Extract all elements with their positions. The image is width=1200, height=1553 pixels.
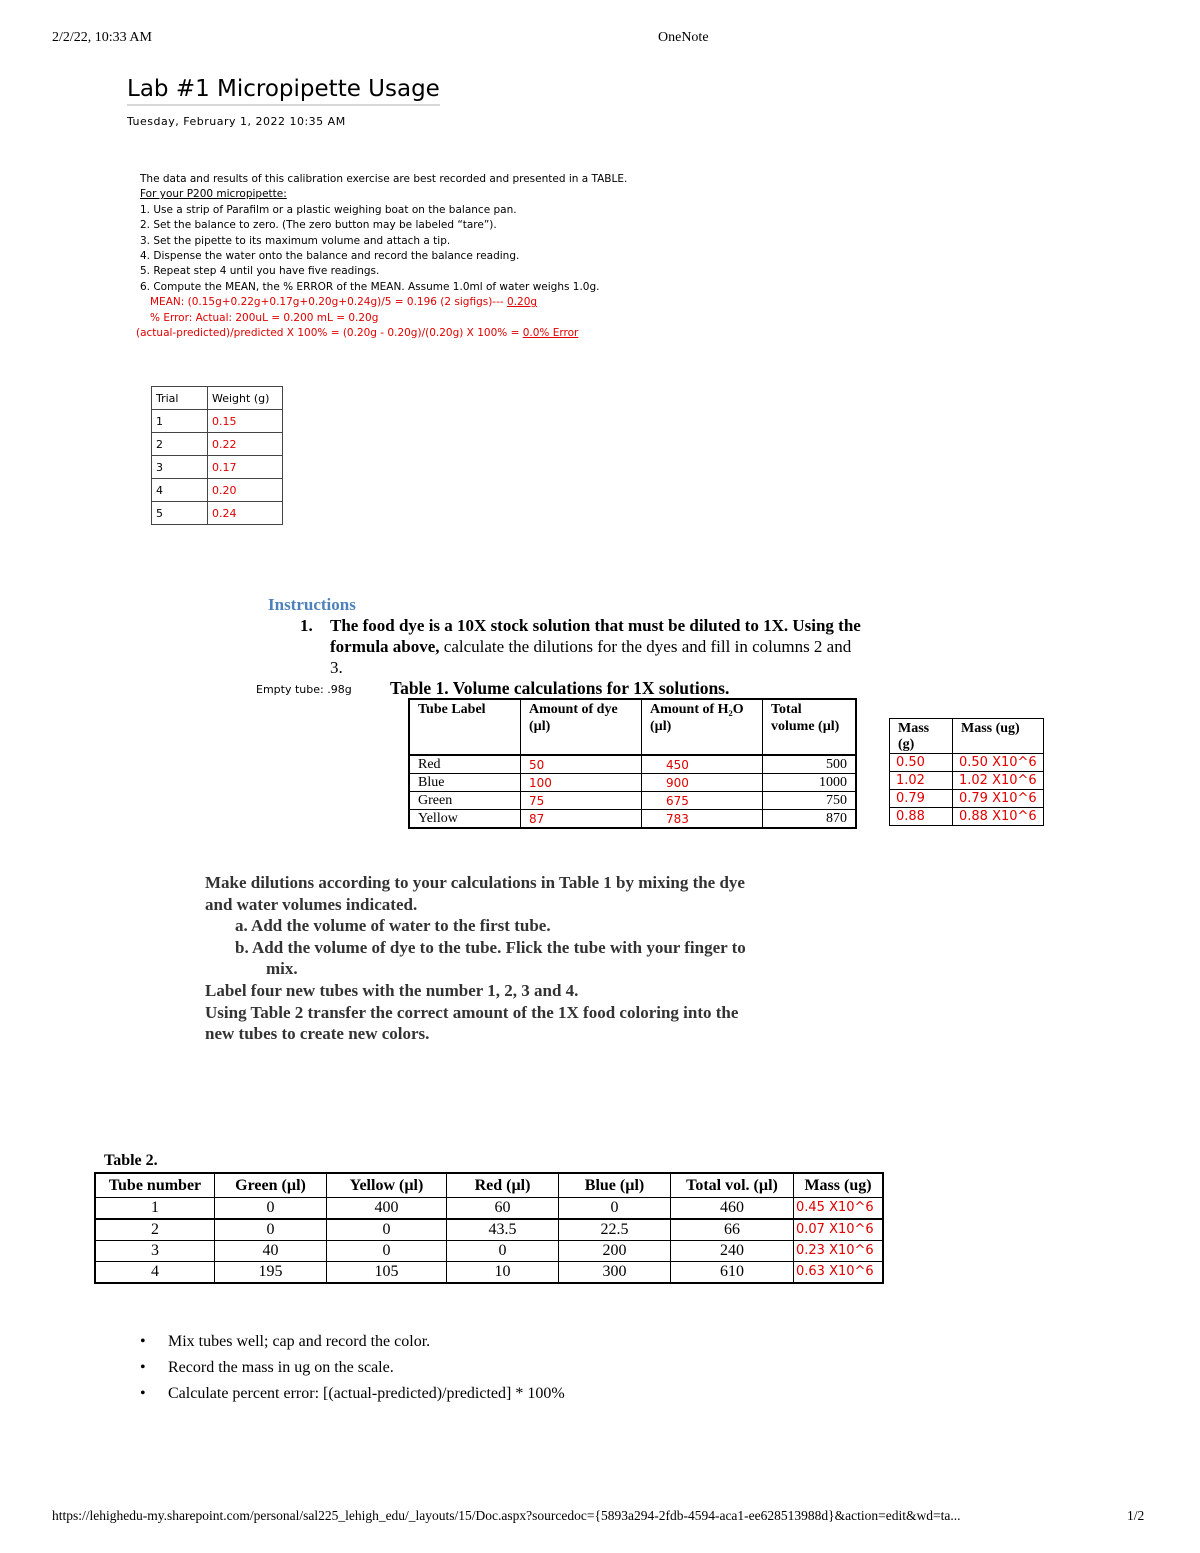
table-header: Total volume (µl) <box>763 699 857 755</box>
table-header: Amount of dye (µl) <box>521 699 642 755</box>
table-row <box>95 1198 883 1220</box>
blue-volume: 300 <box>559 1262 671 1284</box>
mass-grams: 0.50 <box>890 754 953 772</box>
page-title: Lab #1 Micropipette Usage <box>127 76 440 106</box>
water-amount: 900 <box>642 774 763 792</box>
table-row <box>152 502 283 525</box>
list-item-text: Record the mass in ug on the scale. <box>168 1359 394 1376</box>
mass-micrograms: 1.02 X10^6 <box>953 772 1044 790</box>
mass-grams: 1.02 <box>890 772 953 790</box>
table-row <box>890 808 1044 826</box>
bullet-list <box>140 1329 565 1407</box>
table-row <box>890 754 1044 772</box>
table-header: Yellow (µl) <box>327 1173 447 1198</box>
red-volume: 60 <box>447 1198 559 1220</box>
error-formula: (actual-predicted)/predicted X 100% = (0.20g - 0.20g)/(0.20g) X 100% = <box>136 327 523 340</box>
instruction-number: 1. <box>300 616 313 635</box>
instruction-text: 3. <box>330 658 343 677</box>
green-volume: 195 <box>215 1262 327 1284</box>
table-header: Total vol. (µl) <box>671 1173 794 1198</box>
paragraph-line: and water volumes indicated. <box>205 894 418 914</box>
trial-weight: 0.17 <box>208 456 283 479</box>
yellow-volume: 105 <box>327 1262 447 1284</box>
print-datetime: 2/2/22, 10:33 AM <box>52 30 152 45</box>
substep-b-cont: mix. <box>266 959 298 979</box>
list-item-text: Calculate percent error: [(actual-predicted)/predicted] * 100% <box>168 1385 565 1402</box>
bullet-icon: • <box>140 1333 146 1350</box>
table-header: Mass (g) <box>890 719 953 754</box>
dye-amount: 75 <box>521 792 642 810</box>
list-item <box>140 1329 565 1355</box>
tube-label: Red <box>409 755 521 774</box>
tube-number: 1 <box>95 1198 215 1220</box>
mean-result: 0.20g <box>507 296 538 309</box>
red-volume: 43.5 <box>447 1219 559 1241</box>
footer-page-number: 1/2 <box>1127 1508 1145 1523</box>
dilution-instructions <box>205 872 746 1045</box>
trial-weight: 0.15 <box>208 410 283 433</box>
step-item: 1. Use a strip of Parafilm or a plastic weighing boat on the balance pan. <box>140 203 517 216</box>
tube-label: Blue <box>409 774 521 792</box>
table2-caption: Table 2. <box>104 1152 158 1169</box>
table1 <box>408 698 857 829</box>
water-amount: 783 <box>642 810 763 829</box>
step-item: 3. Set the pipette to its maximum volume and attach a tip. <box>140 234 451 247</box>
tube-label: Yellow <box>409 810 521 829</box>
blue-volume: 22.5 <box>559 1219 671 1241</box>
mass-value: 0.63 X10^6 <box>794 1262 884 1284</box>
table-header: Weight (g) <box>208 387 283 410</box>
tube-number: 2 <box>95 1219 215 1241</box>
table-header-row <box>95 1173 883 1198</box>
red-volume: 10 <box>447 1262 559 1284</box>
table-row <box>409 755 856 774</box>
mass-grams: 0.88 <box>890 808 953 826</box>
water-amount: 450 <box>642 755 763 774</box>
table1-caption: Table 1. Volume calculations for 1X solutions. <box>390 678 730 698</box>
paragraph-line: new tubes to create new colors. <box>205 1024 430 1044</box>
table-row <box>409 792 856 810</box>
tube-number: 4 <box>95 1262 215 1284</box>
mass-value: 0.45 X10^6 <box>794 1198 884 1220</box>
trial-number: 2 <box>152 433 208 456</box>
mass-micrograms: 0.79 X10^6 <box>953 790 1044 808</box>
total-volume: 460 <box>671 1198 794 1220</box>
total-volume: 610 <box>671 1262 794 1284</box>
green-volume: 0 <box>215 1198 327 1220</box>
trial-weight: 0.22 <box>208 433 283 456</box>
mean-formula: MEAN: (0.15g+0.22g+0.17g+0.20g+0.24g)/5 = 0.196 (2 sigfigs)--- <box>150 296 508 309</box>
mass-value: 0.23 X10^6 <box>794 1241 884 1262</box>
list-item <box>140 1355 565 1381</box>
trial-weight: 0.24 <box>208 502 283 525</box>
red-volume: 0 <box>447 1241 559 1262</box>
error-calculation <box>136 326 627 341</box>
yellow-volume: 0 <box>327 1241 447 1262</box>
table-header: Blue (µl) <box>559 1173 671 1198</box>
dye-amount: 50 <box>521 755 642 774</box>
step-item: 5. Repeat step 4 until you have five readings. <box>140 265 380 278</box>
trial-number: 4 <box>152 479 208 502</box>
total-volume: 1000 <box>763 774 857 792</box>
total-volume: 240 <box>671 1241 794 1262</box>
paragraph-line: Using Table 2 transfer the correct amount of the 1X food coloring into the <box>205 1002 739 1022</box>
blue-volume: 200 <box>559 1241 671 1262</box>
total-volume: 500 <box>763 755 857 774</box>
table-header-row <box>152 387 283 410</box>
table-row <box>890 772 1044 790</box>
tube-number: 3 <box>95 1241 215 1262</box>
mass-grams: 0.79 <box>890 790 953 808</box>
step-item: 6. Compute the MEAN, the % ERROR of the MEAN. Assume 1.0ml of water weighs 1.0g. <box>140 280 600 293</box>
table-header: Trial <box>152 387 208 410</box>
table-row <box>152 479 283 502</box>
water-amount: 675 <box>642 792 763 810</box>
trial-table <box>151 386 283 525</box>
instruction-text: formula above, <box>330 637 440 656</box>
trial-weight: 0.20 <box>208 479 283 502</box>
table-header: Tube number <box>95 1173 215 1198</box>
table-row <box>152 456 283 479</box>
table-row <box>409 774 856 792</box>
bullet-icon: • <box>140 1385 146 1402</box>
substep-b: b. Add the volume of dye to the tube. Flick the tube with your finger to <box>235 937 746 957</box>
dye-amount: 87 <box>521 810 642 829</box>
table-header: Green (µl) <box>215 1173 327 1198</box>
footer-url[interactable]: https://lehighedu-my.sharepoint.com/personal/sal225_lehigh_edu/_layouts/15/Doc.aspx?sourcedoc={5893a294-2fdb-4594-aca1-ee628513988d}&action=edit&wd=ta... <box>52 1508 961 1523</box>
yellow-volume: 400 <box>327 1198 447 1220</box>
step-item: 2. Set the balance to zero. (The zero button may be labeled “tare”). <box>140 219 497 232</box>
bullet-icon: • <box>140 1359 146 1376</box>
table-row <box>409 810 856 829</box>
substep-a: a. Add the volume of water to the first tube. <box>235 916 551 936</box>
intro-line: The data and results of this calibration exercise are best recorded and presented in a TABLE. <box>140 173 628 185</box>
error-result: 0.0% Error <box>522 327 579 340</box>
empty-tube-note: Empty tube: .98g <box>256 683 352 696</box>
instruction-item <box>300 615 861 678</box>
table-header-row <box>409 699 856 755</box>
instruction-text: calculate the dilutions for the dyes and fill in columns 2 and <box>439 637 852 656</box>
instructions-heading: Instructions <box>268 595 356 614</box>
paragraph-line: Label four new tubes with the number 1, 2, 3 and 4. <box>205 980 579 1000</box>
table-header: Red (µl) <box>447 1173 559 1198</box>
mass-value: 0.07 X10^6 <box>794 1219 884 1241</box>
list-item-text: Mix tubes well; cap and record the color. <box>168 1333 431 1350</box>
mass-micrograms: 0.50 X10^6 <box>953 754 1044 772</box>
mean-calculation <box>140 295 627 310</box>
total-volume: 870 <box>763 810 857 829</box>
total-volume: 66 <box>671 1219 794 1241</box>
mass-table <box>889 718 1044 826</box>
trial-number: 1 <box>152 410 208 433</box>
green-volume: 0 <box>215 1219 327 1241</box>
trial-number: 3 <box>152 456 208 479</box>
step-item: 4. Dispense the water onto the balance and record the balance reading. <box>140 250 520 263</box>
table-header: Amount of H₂O (µl) <box>642 699 763 755</box>
blue-volume: 0 <box>559 1198 671 1220</box>
table-header: Mass (ug) <box>794 1173 884 1198</box>
table-row <box>152 410 283 433</box>
table-row <box>95 1241 883 1262</box>
table-header: Mass (ug) <box>953 719 1044 754</box>
dye-amount: 100 <box>521 774 642 792</box>
trial-number: 5 <box>152 502 208 525</box>
yellow-volume: 0 <box>327 1219 447 1241</box>
table-row <box>95 1262 883 1284</box>
error-line: % Error: Actual: 200uL = 0.200 mL = 0.20g <box>150 311 379 324</box>
green-volume: 40 <box>215 1241 327 1262</box>
paragraph-line: Make dilutions according to your calculations in Table 1 by mixing the dye <box>205 873 745 892</box>
instruction-text: The food dye is a 10X stock solution that must be diluted to 1X. Using the <box>330 616 861 635</box>
intro-subheading: For your P200 micropipette: <box>140 188 287 201</box>
table-header-row <box>890 719 1044 754</box>
table-row <box>95 1219 883 1241</box>
page-date: Tuesday, February 1, 2022 10:35 AM <box>127 115 346 128</box>
total-volume: 750 <box>763 792 857 810</box>
list-item <box>140 1381 565 1407</box>
mass-micrograms: 0.88 X10^6 <box>953 808 1044 826</box>
tube-label: Green <box>409 792 521 810</box>
table-header: Tube Label <box>418 702 486 717</box>
table-row <box>890 790 1044 808</box>
calibration-instructions <box>136 172 628 341</box>
table-row <box>152 433 283 456</box>
table2 <box>94 1172 884 1284</box>
print-app-name: OneNote <box>658 30 709 45</box>
